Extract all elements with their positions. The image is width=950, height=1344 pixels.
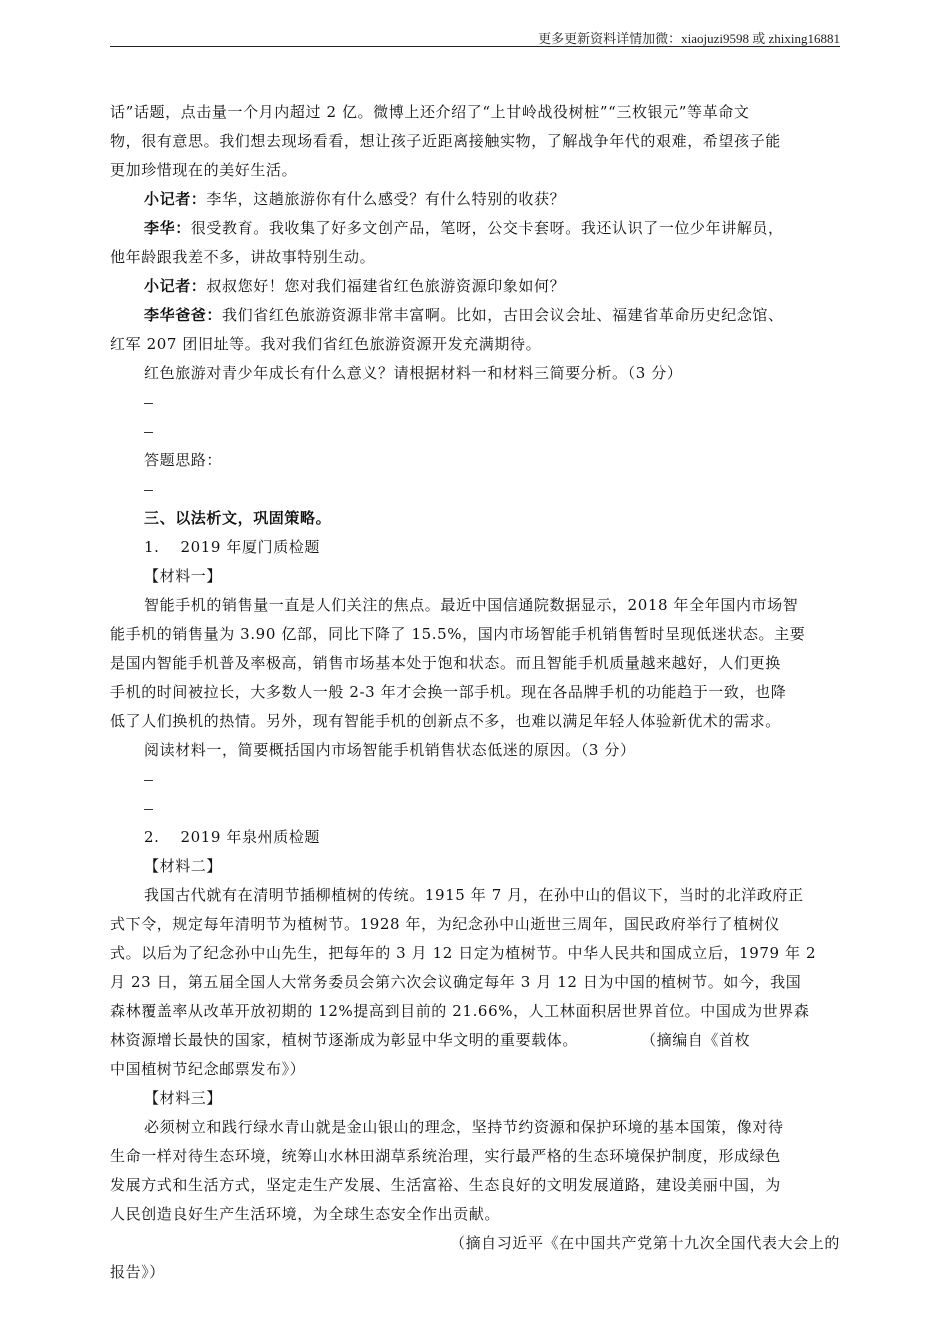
document-body (110, 98, 840, 1287)
paragraph-line: 手机的时间被拉长，大多数人一般 2-3 年才会换一部手机。现在各品牌手机的功能趋于一致，也降 (110, 683, 787, 701)
paragraph-line: 能手机的销售量为 3.90 亿部，同比下降了 15.5%，国内市场智能手机销售暂时呈现低迷状态。主要 (110, 625, 806, 643)
paragraph-line: 低了人们换机的热情。另外，现有智能手机的创新点不多，也难以满足年轻人体验新优术的需求。 (110, 712, 781, 730)
header-note: 更多更新资料详情加微：xiaojuzi9598 或 zhixing16881 (538, 31, 840, 46)
answer-blank[interactable] (110, 417, 840, 446)
speaker-label: 李华爸爸： (144, 306, 223, 324)
answer-blank[interactable] (110, 388, 840, 417)
speaker-label: 李华： (144, 219, 191, 237)
paragraph-line: 我国古代就有在清明节插柳植树的传统。1915 年 7 月，在孙中山的倡议下，当时的北洋政府正 (144, 886, 804, 904)
dialogue-text: 李华，这趟旅游你有什么感受？有什么特别的收获？ (206, 190, 566, 208)
dialogue-line (110, 301, 840, 330)
source-citation: （摘自习近平《在中国共产党第十九次全国代表大会上的 (449, 1234, 840, 1252)
paragraph-line: 式下令，规定每年清明节为植树节。1928 年，为纪念孙中山逝世三周年，国民政府举行了植树仪 (110, 915, 780, 933)
paragraph-line: 林资源增长最快的国家，植树节逐渐成为彰显中华文明的重要载体。 （摘编自《首枚 (110, 1031, 751, 1049)
answer-blank[interactable] (110, 475, 840, 504)
paragraph-line: 必须树立和践行绿水青山就是金山银山的理念，坚持节约资源和保护环境的基本国策，像对待 (144, 1118, 784, 1136)
header-divider (110, 46, 840, 47)
question-text: 红色旅游对青少年成长有什么意义？请根据材料一和材料三简要分析。（3 分） (144, 364, 683, 382)
paragraph-line: 发展方式和生活方式，坚定走生产发展、生活富裕、生态良好的文明发展道路，建设美丽中国，为 (110, 1176, 781, 1194)
document-page (110, 0, 840, 1344)
paragraph-line: 话”话题，点击量一个月内超过 2 亿。微博上还介绍了“上甘岭战役树桩”“三枚银元”等革命文 (110, 103, 750, 121)
question-label: 2. 2019 年泉州质检题 (144, 828, 321, 846)
answer-blank[interactable] (110, 765, 840, 794)
dialogue-continuation: 红军 207 团旧址等。我对我们省红色旅游资源开发充满期待。 (110, 335, 542, 353)
paragraph-line: 物，很有意思。我们想去现场看看，想让孩子近距离接触实物，了解战争年代的艰难，希望孩子能 (110, 132, 781, 150)
source-citation-cont: 报告》） (110, 1263, 165, 1281)
speaker-label: 小记者： (144, 190, 207, 208)
dialogue-line (110, 272, 840, 301)
paragraph-line: 中国植树节纪念邮票发布》） (110, 1060, 306, 1078)
dialogue-line (110, 214, 840, 243)
dialogue-text: 很受教育。我收集了好多文创产品，笔呀，公交卡套呀。我还认识了一位少年讲解员， (190, 219, 784, 237)
question-text: 阅读材料一，简要概括国内市场智能手机销售状态低迷的原因。（3 分） (144, 741, 636, 759)
paragraph-line: 月 23 日，第五届全国人大常务委员会第六次会议确定每年 3 月 12 日为中国的植树节。如今，我国 (110, 973, 802, 991)
paragraph-line: 森林覆盖率从改革开放初期的 12%提高到目前的 21.66%，人工林面积居世界首位。中国成为世界森 (110, 1002, 810, 1020)
speaker-label: 小记者： (144, 277, 207, 295)
paragraph-line: 生命一样对待生态环境，统筹山水林田湖草系统治理，实行最严格的生态环境保护制度，形成绿色 (110, 1147, 781, 1165)
material-label: 【材料一】 (144, 567, 223, 585)
dialogue-continuation: 他年龄跟我差不多，讲故事特别生动。 (110, 248, 376, 266)
question-label: 1. 2019 年厦门质检题 (144, 538, 321, 556)
paragraph-line: 式。以后为了纪念孙中山先生，把每年的 3 月 12 日定为植树节。中华人民共和国成立后，1979 年 2 (110, 944, 817, 962)
paragraph-line: 更加珍惜现在的美好生活。 (110, 161, 298, 179)
paragraph-line: 智能手机的销售量一直是人们关注的焦点。最近中国信通院数据显示，2018 年全年国内市场智 (144, 596, 799, 614)
hint-label: 答题思路： (144, 451, 223, 469)
paragraph-line: 人民创造良好生产生活环境，为全球生态安全作出贡献。 (110, 1205, 501, 1223)
material-label: 【材料二】 (144, 857, 223, 875)
paragraph-line: 是国内智能手机普及率极高，销售市场基本处于饱和状态。而且智能手机质量越来越好，人们更换 (110, 654, 781, 672)
dialogue-line (110, 185, 840, 214)
material-label: 【材料三】 (144, 1089, 223, 1107)
section-title: 三、以法析文，巩固策略。 (144, 509, 332, 527)
dialogue-text: 叔叔您好！您对我们福建省红色旅游资源印象如何？ (206, 277, 566, 295)
dialogue-text: 我们省红色旅游资源非常丰富啊。比如，古田会议会址、福建省革命历史纪念馆、 (222, 306, 784, 324)
answer-blank[interactable] (110, 794, 840, 823)
